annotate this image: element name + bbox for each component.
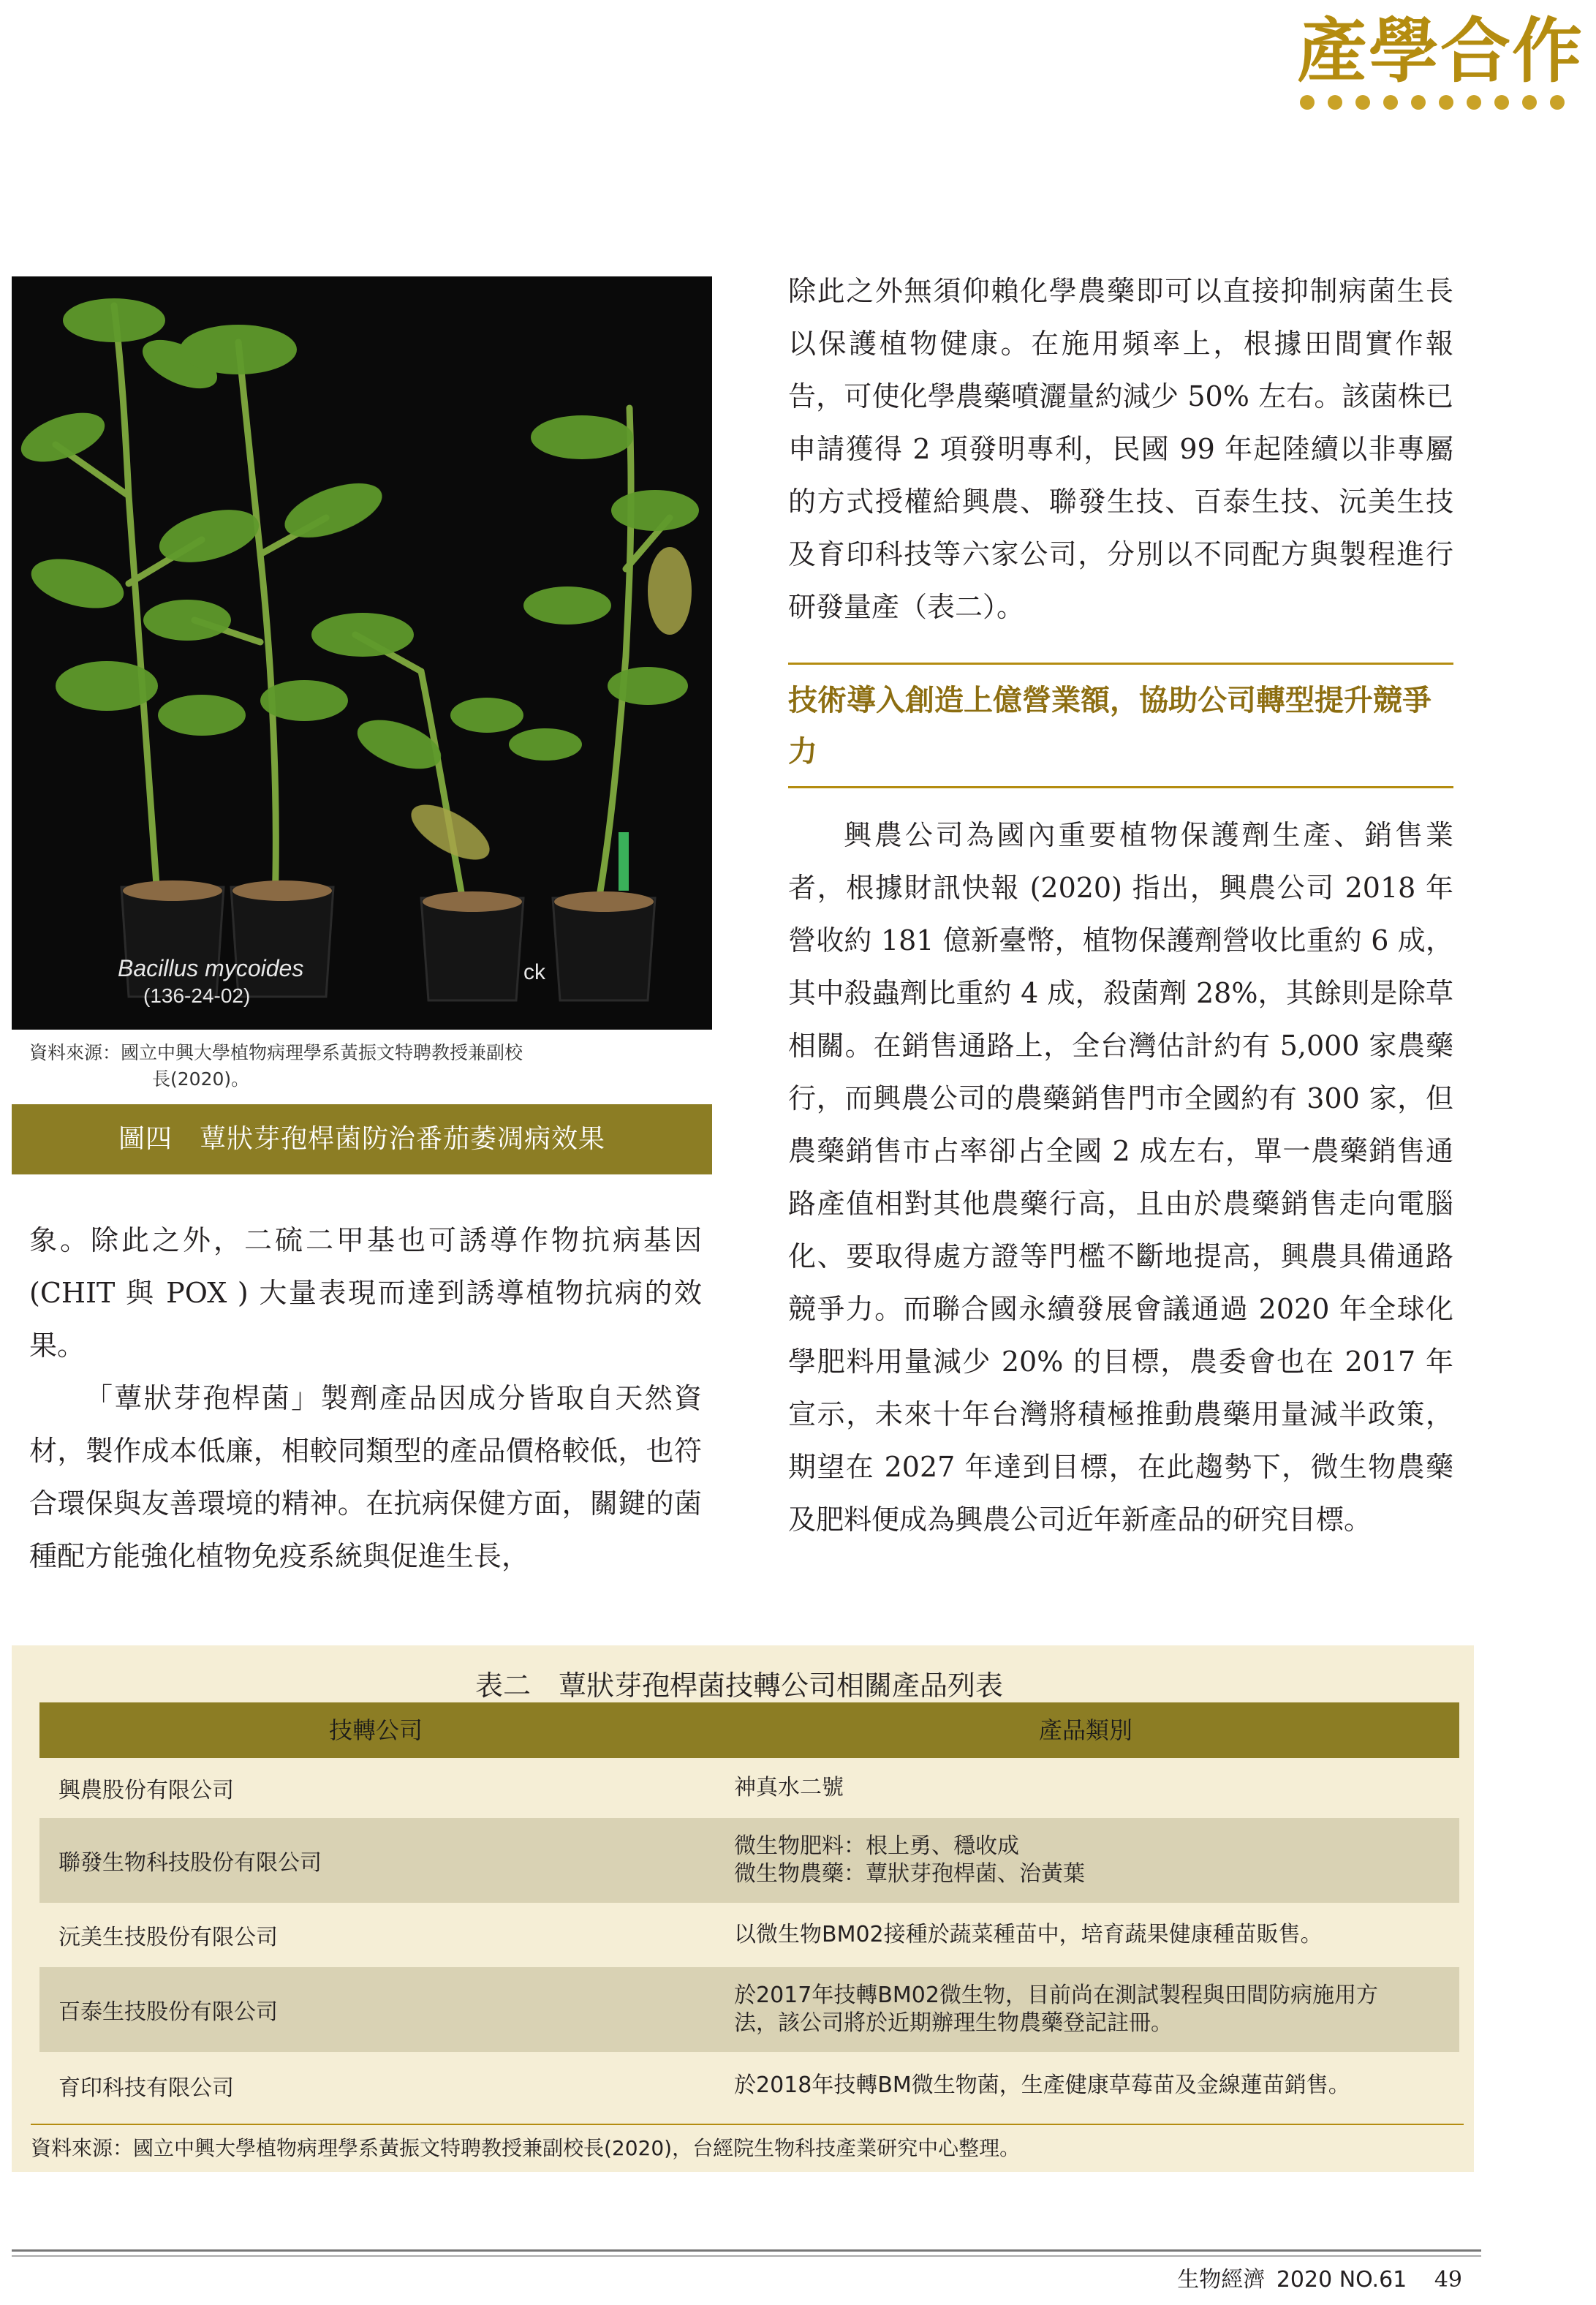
header-company: 技轉公司 bbox=[328, 1716, 423, 1744]
section-heading: 技術導入創造上億營業額，協助公司轉型提升競爭力 bbox=[788, 663, 1453, 788]
cell-company: 沅美生技股份有限公司 bbox=[58, 1925, 278, 1950]
table-source: 資料來源：國立中興大學植物病理學系黃振文特聘教授兼副校長(2020)，台經院生物科技產業研究中心整理。 bbox=[31, 2124, 1464, 2162]
paragraph: 象。除此之外，二硫二甲基也可誘導作物抗病基因 (CHIT 與 POX ) 大量表現而達到誘導植物抗病的效果。 bbox=[29, 1224, 702, 1362]
right-column-text-top bbox=[788, 265, 1453, 633]
cell-category: 微生物肥料：根上勇、穩收成 微生物農藥：蕈狀芽孢桿菌、治黃葉 bbox=[734, 1833, 1085, 1887]
paragraph: 除此之外無須仰賴化學農藥即可以直接抑制病菌生長以保護植物健康。在施用頻率上，根據田間實作報告，可使化學農藥噴灑量約減少 50% 左右。該菌株已申請獲得 2 項發明專利，民國 99 年起陸續以非專屬的方式授權給興農、聯發生技、百泰生技、沅美生技及育印科技等六家公司，分別以不同配方與製程進行研發量產（表二）。 bbox=[788, 275, 1453, 623]
right-column-text-bottom bbox=[788, 809, 1453, 1546]
page-footer bbox=[1141, 2261, 1462, 2293]
cell-company: 育印科技有限公司 bbox=[58, 2075, 234, 2101]
left-column-text bbox=[29, 1214, 702, 1582]
issue-number: 2020 NO.61 bbox=[1276, 2267, 1407, 2293]
photo-label-species: Bacillus mycoides bbox=[118, 955, 304, 981]
paragraph: 興農公司為國內重要植物保護劑生產、銷售業者，根據財訊快報 (2020) 指出，興農公司 2018 年營收約 181 億新臺幣，植物保護劑營收比重約 6 成，其中殺蟲劑比重約 4 成，殺菌劑 28%，其餘則是除草相關。在銷售通路上，全台灣估計約有 5,000 家農藥行，而興農公司的農藥銷售門市全國約有 300 家，但農藥銷售市占率卻占全國 2 成左右，單一農藥銷售通路產值相對其他農藥行高，且由於農藥銷售走向電腦化、要取得處方證等門檻不斷地提高，興農具備通路競爭力。而聯合國永續發展會議通過 2020 年全球化學肥料用量減少 20% 的目標，農委會也在 2017 年宣示，未來十年台灣將積極推動農藥用量減半政策，期望在 2027 年達到目標，在此趨勢下，微生物農藥及肥料便成為興農公司近年新產品的研究目標。 bbox=[788, 819, 1453, 1536]
magazine-name: 生物經濟 bbox=[1177, 2267, 1266, 2293]
footer-rule bbox=[12, 2249, 1481, 2252]
cell-company: 興農股份有限公司 bbox=[58, 1778, 234, 1803]
plant-illustration bbox=[12, 276, 712, 1030]
logo-text: 產學合作 bbox=[1297, 10, 1584, 92]
table-row bbox=[39, 1818, 1459, 1903]
figure-source bbox=[29, 1040, 702, 1093]
figure-caption: 圖四 蕈狀芽孢桿菌防治番茄萎凋病效果 bbox=[12, 1104, 712, 1174]
section-logo bbox=[1294, 10, 1586, 108]
table-header bbox=[39, 1702, 1459, 1758]
page-number: 49 bbox=[1434, 2267, 1462, 2293]
product-table bbox=[12, 1645, 1474, 2172]
photo-label-control: ck bbox=[523, 960, 545, 984]
cell-category: 以微生物BM02接種於蔬菜種苗中，培育蔬果健康種苗販售。 bbox=[734, 1922, 1323, 1947]
table-row bbox=[39, 2058, 1459, 2113]
figure-source-line1: 資料來源：國立中興大學植物病理學系黃振文特聘教授兼副校 bbox=[29, 1042, 523, 1063]
tomato-plant-photo bbox=[12, 276, 712, 1030]
table-row bbox=[39, 1762, 1459, 1814]
photo-label-strain: (136-24-02) bbox=[143, 984, 251, 1007]
cell-company: 百泰生技股份有限公司 bbox=[58, 1999, 278, 2025]
table-row bbox=[39, 1967, 1459, 2052]
figure-source-line2: 長(2020)。 bbox=[152, 1068, 250, 1090]
cell-category: 於2018年技轉BM微生物菌，生產健康草莓苗及金線蓮苗銷售。 bbox=[734, 2072, 1350, 2098]
paragraph: 「蕈狀芽孢桿菌」製劑產品因成分皆取自天然資材，製作成本低廉，相較同類型的產品價格較低，也符合環保與友善環境的精神。在抗病保健方面，關鍵的菌種配方能強化植物免疫系統與促進生長， bbox=[29, 1382, 702, 1572]
cell-category: 於2017年技轉BM02微生物，目前尚在測試製程與田間防病施用方 法，該公司將於近期辦理生物農藥登記註冊。 bbox=[734, 1983, 1378, 2036]
table-row bbox=[39, 1907, 1459, 1963]
footer-rule bbox=[12, 2255, 1481, 2257]
logo-dots bbox=[1300, 95, 1586, 111]
cell-company: 聯發生物科技股份有限公司 bbox=[58, 1850, 322, 1876]
header-category: 產品類別 bbox=[1038, 1716, 1132, 1744]
table-title: 表二 蕈狀芽孢桿菌技轉公司相關產品列表 bbox=[474, 1670, 1003, 1702]
cell-category: 神真水二號 bbox=[734, 1775, 844, 1800]
